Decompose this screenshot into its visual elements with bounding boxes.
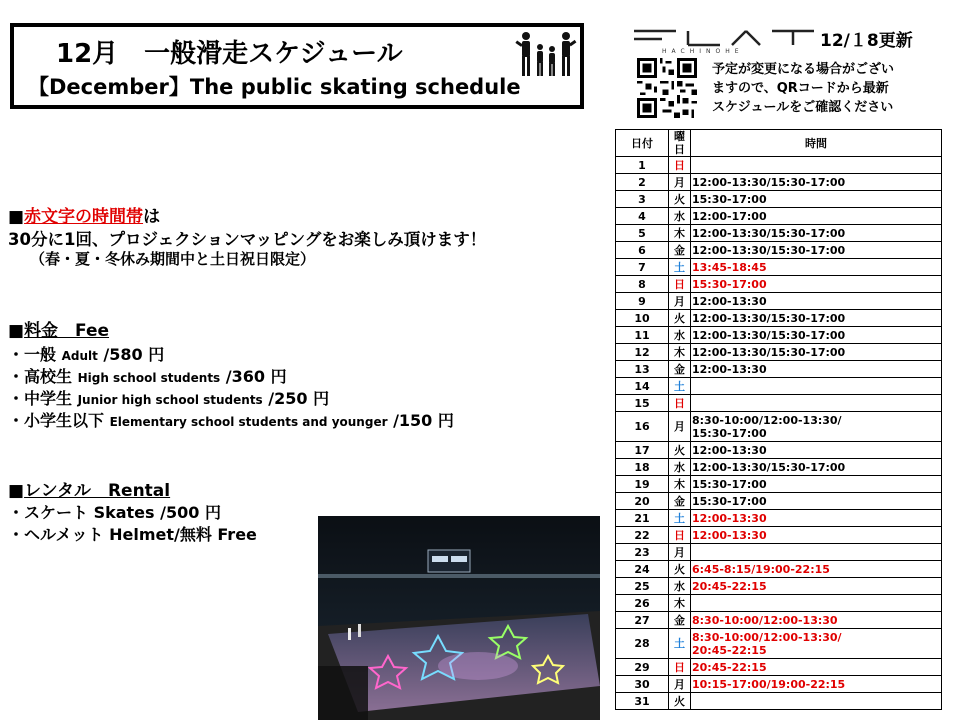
projection-suffix: は [143, 207, 161, 227]
table-row [616, 442, 942, 459]
time-cell: 8:30-10:00/12:00-13:30/ 15:30-17:00 [691, 412, 942, 442]
red-time-label: 赤文字の時間帯 [24, 207, 144, 227]
time-cell: 8:30-10:00/12:00-13:30 [691, 612, 942, 629]
weekday-cell: 日 [669, 157, 691, 174]
date-cell: 13 [616, 361, 669, 378]
table-row [616, 476, 942, 493]
weekday-cell: 火 [669, 191, 691, 208]
date-cell: 17 [616, 442, 669, 459]
date-cell: 7 [616, 259, 669, 276]
updated-date: 12/１8更新 [820, 31, 913, 51]
projection-heading [8, 202, 160, 227]
table-row [616, 676, 942, 693]
weekday-cell: 日 [669, 659, 691, 676]
date-cell: 29 [616, 659, 669, 676]
rental-item: ・スケート Skates /500 円 [8, 503, 221, 522]
title-box [10, 23, 584, 109]
time-cell [691, 395, 942, 412]
time-cell [691, 544, 942, 561]
weekday-cell: 月 [669, 544, 691, 561]
table-row [616, 174, 942, 191]
weekday-cell: 月 [669, 174, 691, 191]
table-row [616, 493, 942, 510]
qr-code-icon[interactable] [636, 58, 698, 118]
time-cell: 8:30-10:00/12:00-13:30/ 20:45-22:15 [691, 629, 942, 659]
table-row [616, 157, 942, 174]
table-row [616, 578, 942, 595]
weekday-cell: 土 [669, 259, 691, 276]
weekday-cell: 金 [669, 361, 691, 378]
projection-period-note: （春・夏・冬休み期間中と土日祝日限定） [30, 250, 316, 268]
date-cell: 9 [616, 293, 669, 310]
fee-title: 料金 Fee [24, 321, 110, 341]
table-row [616, 561, 942, 578]
time-cell: 20:45-22:15 [691, 659, 942, 676]
weekday-cell: 水 [669, 459, 691, 476]
bullet: ■ [8, 207, 25, 227]
table-row [616, 276, 942, 293]
weekday-cell: 月 [669, 412, 691, 442]
table-row [616, 395, 942, 412]
date-cell: 20 [616, 493, 669, 510]
notice-text [712, 60, 894, 117]
date-cell: 10 [616, 310, 669, 327]
table-row [616, 259, 942, 276]
page-title: 12月 一般滑走スケジュール [56, 39, 403, 69]
notice-line: スケジュールをご確認ください [712, 100, 894, 115]
table-row [616, 310, 942, 327]
table-row [616, 344, 942, 361]
time-cell: 12:00-13:30/15:30-17:00 [691, 459, 942, 476]
fee-item: ・小学生以下 Elementary school students and younger /150 円 [8, 411, 454, 430]
weekday-cell: 木 [669, 225, 691, 242]
column-header-time: 時間 [691, 130, 942, 157]
date-cell: 31 [616, 693, 669, 710]
fee-heading [8, 316, 109, 341]
weekday-cell: 金 [669, 612, 691, 629]
weekday-cell: 水 [669, 327, 691, 344]
fee-item: ・中学生 Junior high school students /250 円 [8, 389, 330, 408]
weekday-cell: 木 [669, 595, 691, 612]
weekday-cell: 土 [669, 510, 691, 527]
time-cell: 12:00-13:30 [691, 361, 942, 378]
table-row [616, 459, 942, 476]
time-cell: 15:30-17:00 [691, 276, 942, 293]
date-cell: 8 [616, 276, 669, 293]
weekday-cell: 土 [669, 629, 691, 659]
time-cell: 12:00-13:30 [691, 510, 942, 527]
rental-title: レンタル Rental [24, 481, 171, 501]
date-cell: 14 [616, 378, 669, 395]
time-cell [691, 157, 942, 174]
table-row [616, 693, 942, 710]
date-cell: 11 [616, 327, 669, 344]
table-row [616, 293, 942, 310]
weekday-cell: 水 [669, 578, 691, 595]
date-cell: 28 [616, 629, 669, 659]
date-cell: 16 [616, 412, 669, 442]
time-cell: 12:00-13:30/15:30-17:00 [691, 242, 942, 259]
date-cell: 30 [616, 676, 669, 693]
page-subtitle: 【December】The public skating schedule [28, 75, 521, 99]
weekday-cell: 日 [669, 527, 691, 544]
date-cell: 15 [616, 395, 669, 412]
date-cell: 4 [616, 208, 669, 225]
fee-item: ・高校生 High school students /360 円 [8, 367, 287, 386]
date-cell: 6 [616, 242, 669, 259]
time-cell: 15:30-17:00 [691, 493, 942, 510]
bullet: ■ [8, 481, 25, 501]
date-cell: 18 [616, 459, 669, 476]
weekday-cell: 木 [669, 476, 691, 493]
table-row [616, 225, 942, 242]
rink-photo [318, 516, 600, 720]
weekday-cell: 日 [669, 276, 691, 293]
weekday-cell: 火 [669, 693, 691, 710]
time-cell: 12:00-13:30 [691, 293, 942, 310]
table-row [616, 208, 942, 225]
projection-description: 30分に1回、プロジェクションマッピングをお楽しみ頂けます！ [8, 230, 487, 249]
schedule-table [615, 129, 942, 710]
table-row [616, 544, 942, 561]
time-cell: 12:00-13:30/15:30-17:00 [691, 310, 942, 327]
weekday-cell: 月 [669, 676, 691, 693]
weekday-cell: 火 [669, 310, 691, 327]
time-cell: 12:00-13:30/15:30-17:00 [691, 327, 942, 344]
weekday-cell: 火 [669, 561, 691, 578]
table-row [616, 527, 942, 544]
table-row [616, 629, 942, 659]
rental-item: ・ヘルメット Helmet/無料 Free [8, 525, 257, 544]
table-row [616, 191, 942, 208]
weekday-cell: 金 [669, 493, 691, 510]
date-cell: 27 [616, 612, 669, 629]
table-row [616, 510, 942, 527]
table-row [616, 378, 942, 395]
notice-line: ますので、QRコードから最新 [712, 81, 889, 96]
time-cell: 12:00-13:30 [691, 527, 942, 544]
date-cell: 25 [616, 578, 669, 595]
time-cell [691, 378, 942, 395]
date-cell: 1 [616, 157, 669, 174]
weekday-cell: 水 [669, 208, 691, 225]
family-silhouette-icon [514, 31, 578, 81]
table-row [616, 612, 942, 629]
time-cell: 13:45-18:45 [691, 259, 942, 276]
time-cell: 6:45-8:15/19:00-22:15 [691, 561, 942, 578]
time-cell [691, 693, 942, 710]
date-cell: 23 [616, 544, 669, 561]
date-cell: 12 [616, 344, 669, 361]
weekday-cell: 木 [669, 344, 691, 361]
date-cell: 26 [616, 595, 669, 612]
time-cell: 12:00-17:00 [691, 208, 942, 225]
weekday-cell: 日 [669, 395, 691, 412]
flat-logo [632, 27, 820, 49]
weekday-cell: 火 [669, 442, 691, 459]
column-header-day: 曜日 [669, 130, 691, 157]
weekday-cell: 土 [669, 378, 691, 395]
date-cell: 3 [616, 191, 669, 208]
column-header-date: 日付 [616, 130, 669, 157]
date-cell: 21 [616, 510, 669, 527]
fee-item: ・一般 Adult /580 円 [8, 345, 165, 364]
table-row [616, 327, 942, 344]
date-cell: 2 [616, 174, 669, 191]
date-cell: 22 [616, 527, 669, 544]
time-cell: 10:15-17:00/19:00-22:15 [691, 676, 942, 693]
table-row [616, 595, 942, 612]
time-cell: 12:00-13:30/15:30-17:00 [691, 344, 942, 361]
time-cell: 12:00-13:30/15:30-17:00 [691, 225, 942, 242]
table-row [616, 659, 942, 676]
table-row [616, 361, 942, 378]
time-cell [691, 595, 942, 612]
weekday-cell: 月 [669, 293, 691, 310]
rental-heading [8, 476, 170, 501]
time-cell: 20:45-22:15 [691, 578, 942, 595]
table-row [616, 242, 942, 259]
time-cell: 15:30-17:00 [691, 191, 942, 208]
time-cell: 12:00-13:30 [691, 442, 942, 459]
time-cell: 12:00-13:30/15:30-17:00 [691, 174, 942, 191]
date-cell: 24 [616, 561, 669, 578]
logo-subtext: HACHINOHE [662, 48, 744, 55]
notice-line: 予定が変更になる場合がござい [712, 62, 895, 77]
weekday-cell: 金 [669, 242, 691, 259]
time-cell: 15:30-17:00 [691, 476, 942, 493]
date-cell: 5 [616, 225, 669, 242]
bullet: ■ [8, 321, 25, 341]
table-row [616, 412, 942, 442]
date-cell: 19 [616, 476, 669, 493]
